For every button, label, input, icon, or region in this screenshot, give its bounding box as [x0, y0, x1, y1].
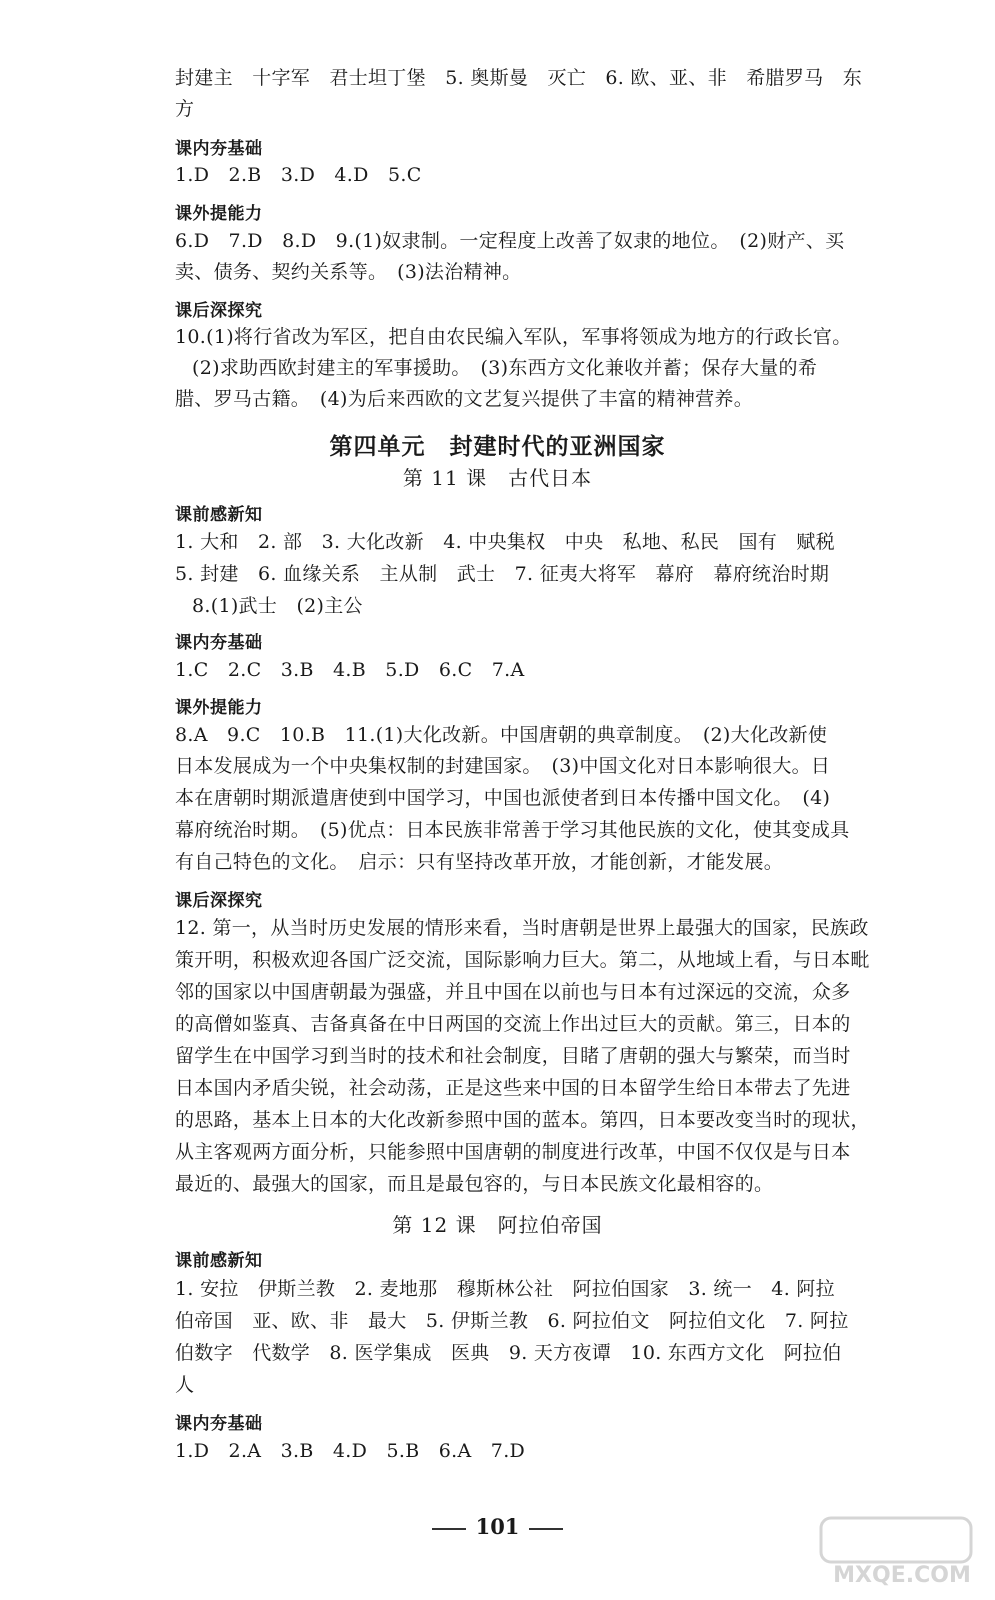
text-line: 8.A 9.C 10.B 11.(1)大化改新。中国唐朝的典章制度。 (2)大化改新使 — [175, 724, 828, 746]
section-heading: 课外提能力 — [175, 204, 263, 224]
text-line: 有自己特色的文化。 启示：只有坚持改革开放，才能创新，才能发展。 — [175, 851, 784, 873]
text-line: 1. 安拉 伊斯兰教 2. 麦地那 穆斯林公社 阿拉伯国家 3. 统一 4. 阿拉 — [175, 1278, 835, 1300]
section-heading: 课后深探究 — [175, 301, 263, 321]
text-line: 本在唐朝时期派遣唐使到中国学习，中国也派使者到日本传播中国文化。 (4) — [175, 787, 831, 809]
text-line: 1.C 2.C 3.B 4.B 5.D 6.C 7.A — [175, 659, 525, 681]
text-line: 日本国内矛盾尖锐，社会动荡，正是这些来中国的日本留学生给日本带去了先进 — [175, 1077, 851, 1099]
section-heading: 课前感新知 — [175, 505, 263, 525]
text-line: 从主客观两方面分析，只能参照中国唐朝的制度进行改革，中国不仅仅是与日本 — [175, 1141, 851, 1163]
watermark-logo — [817, 1512, 987, 1592]
lesson-title: 第 11 课 古代日本 — [402, 466, 593, 490]
section-heading: 课后深探究 — [175, 891, 263, 911]
text-line: 卖、债务、契约关系等。 (3)法治精神。 — [175, 261, 522, 283]
page-number-value: 101 — [475, 1514, 520, 1539]
watermark-frame — [821, 1518, 971, 1562]
text-line: 人 — [175, 1374, 195, 1396]
text-line: 伯帝国 亚、欧、非 最大 5. 伊斯兰教 6. 阿拉伯文 阿拉伯文化 7. 阿拉 — [175, 1310, 849, 1332]
text-line: 的思路，基本上日本的大化改新参照中国的蓝本。第四，日本要改变当时的现状， — [175, 1109, 870, 1131]
section-heading: 课内夯基础 — [175, 1414, 263, 1434]
lesson-title: 第 12 课 阿拉伯帝国 — [392, 1213, 603, 1237]
text-line: 留学生在中国学习到当时的技术和社会制度，目睹了唐朝的强大与繁荣，而当时 — [175, 1045, 851, 1067]
unit-title: 第四单元 封建时代的亚洲国家 — [329, 434, 666, 460]
text-line: 12. 第一，从当时历史发展的情形来看，当时唐朝是世界上最强大的国家，民族政 — [175, 917, 869, 939]
text-line: 5. 封建 6. 血缘关系 主从制 武士 7. 征夷大将军 幕府 幕府统治时期 — [175, 563, 830, 585]
text-line: 邻的国家以中国唐朝最为强盛，并且中国在以前也与日本有过深远的交流，众多 — [175, 981, 851, 1003]
text-line: 1. 大和 2. 部 3. 大化改新 4. 中央集权 中央 私地、私民 国有 赋税 — [175, 531, 835, 553]
text-line: 策开明，积极欢迎各国广泛交流，国际影响力巨大。第二，从地域上看，与日本毗 — [175, 949, 870, 971]
dash-left — [432, 1528, 466, 1530]
text-line: 幕府统治时期。 (5)优点：日本民族非常善于学习其他民族的文化，使其变成具 — [175, 819, 850, 841]
section-heading: 课前感新知 — [175, 1251, 263, 1271]
text-line: 10.(1)将行省改为军区，把自由农民编入军队，军事将领成为地方的行政长官。 — [175, 326, 852, 348]
section-heading: 课外提能力 — [175, 698, 263, 718]
text-line: 腊、罗马古籍。 (4)为后来西欧的文艺复兴提供了丰富的精神营养。 — [175, 388, 754, 410]
text-line: 伯数字 代数学 8. 医学集成 医典 9. 天方夜谭 10. 东西方文化 阿拉伯 — [175, 1342, 842, 1364]
text-line: 6.D 7.D 8.D 9.(1)奴隶制。一定程度上改善了奴隶的地位。 (2)财产、买 — [175, 230, 845, 252]
section-heading: 课内夯基础 — [175, 139, 263, 159]
watermark-text: MXQE.COM — [833, 1563, 971, 1588]
text-line: 1.D 2.A 3.B 4.D 5.B 6.A 7.D — [175, 1440, 526, 1462]
text-line: 封建主 十字军 君士坦丁堡 5. 奥斯曼 灭亡 6. 欧、亚、非 希腊罗马 东 — [175, 67, 863, 89]
dash-right — [529, 1528, 563, 1530]
text-line: 的高僧如鉴真、吉备真备在中日两国的交流上作出过巨大的贡献。第三，日本的 — [175, 1013, 851, 1035]
section-heading: 课内夯基础 — [175, 633, 263, 653]
text-line: 8.(1)武士 (2)主公 — [192, 595, 363, 617]
text-line: 1.D 2.B 3.D 4.D 5.C — [175, 164, 422, 186]
text-line: (2)求助西欧封建主的军事援助。 (3)东西方文化兼收并蓄；保存大量的希 — [192, 357, 818, 379]
text-line: 方 — [175, 98, 195, 120]
text-line: 日本发展成为一个中央集权制的封建国家。 (3)中国文化对日本影响很大。日 — [175, 755, 831, 777]
text-line: 最近的、最强大的国家，而且是最包容的，与日本民族文化最相容的。 — [175, 1173, 774, 1195]
